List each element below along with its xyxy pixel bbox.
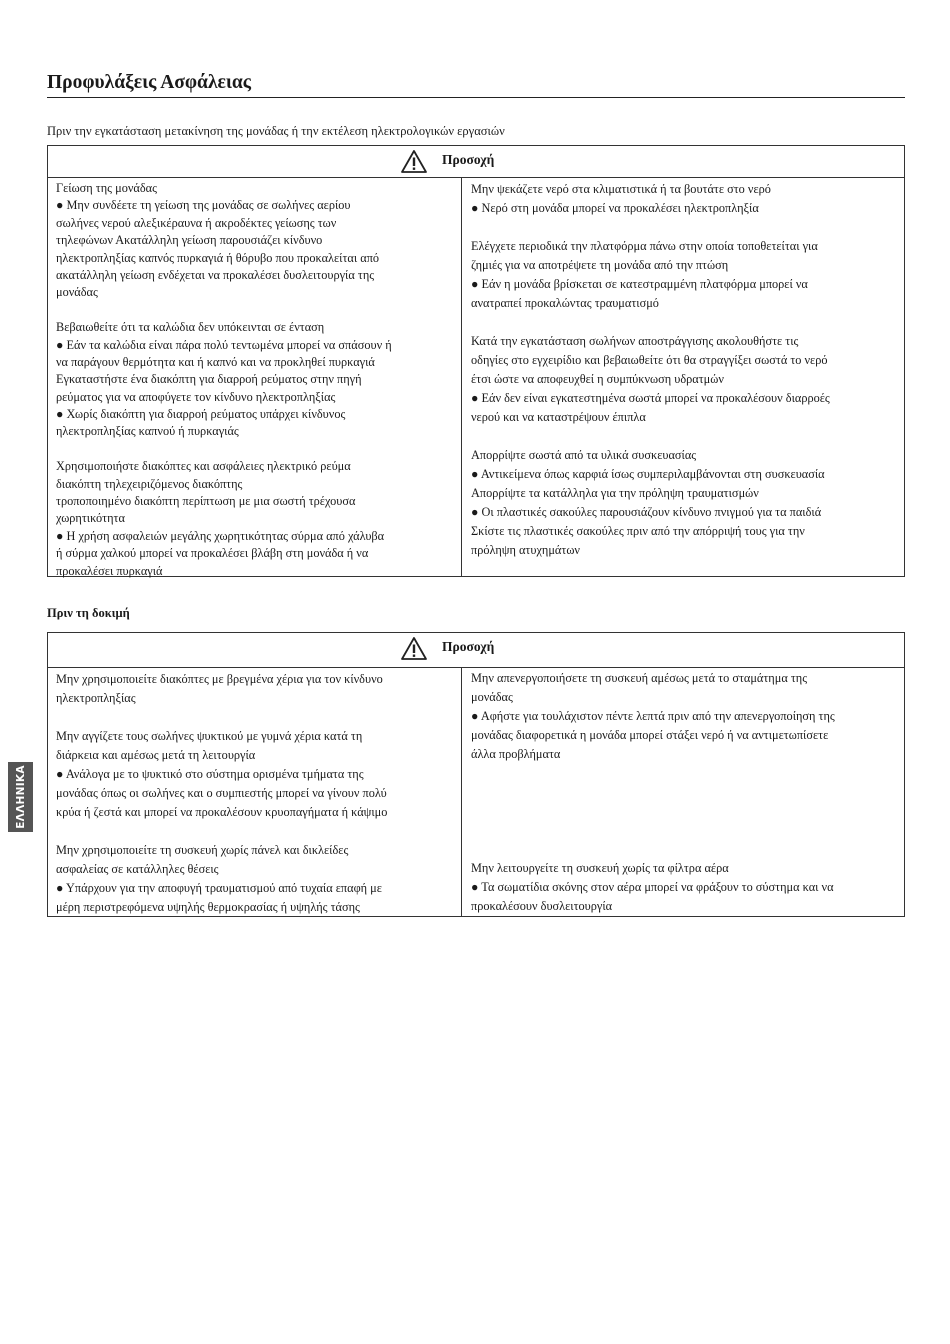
text-line: μονάδας (56, 285, 98, 300)
text-line: ● Νερό στη μονάδα μπορεί να προκαλέσει ηλεκτροπληξία (471, 201, 759, 215)
text-line: ● Εάν δεν είναι εγκατεστημένα σωστά μπορεί να προκαλέσουν διαρροές (471, 391, 830, 405)
text-line: χωρητικότητα (56, 511, 125, 526)
text-line: διακόπτη τηλεχειριζόμενος διακόπτης (56, 476, 243, 491)
text-line: ακατάλληλη γείωση ενδέχεται να προκαλέσει δυσλειτουργία της (56, 267, 375, 282)
text-line: Ελέγχετε περιοδικά την πλατφόρμα πάνω στην οποία τοποθετείται για (471, 239, 818, 253)
text-line: Σκίστε τις πλαστικές σακούλες πριν από την απόρριψή τους για την (471, 524, 805, 538)
text-line: έτσι ώστε να αποφευχθεί η συμπύκνωση υδρατμών (471, 372, 724, 386)
text-line: άλλα προβλήματα (471, 747, 561, 761)
text-line: Απορρίψτε τα κατάλληλα για την πρόληψη τραυματισμών (471, 486, 759, 500)
caution-label: Προσοχή (442, 639, 495, 654)
caution-label: Προσοχή (442, 152, 495, 167)
text-line: πρόληψη ατυχημάτων (471, 543, 580, 557)
text-line (471, 840, 898, 859)
text-line: οδηγίες στο εγχειρίδιο και βεβαιωθείτε ότι θα στραγγίξει σωστά το νερό (471, 353, 828, 367)
caution-right-column (462, 668, 904, 916)
warning-triangle-icon (400, 149, 428, 175)
text-line (471, 218, 898, 237)
text-line: ● Υπάρχουν για την αποφυγή τραυματισμού από τυχαία επαφή με (56, 881, 382, 895)
text-line: να παράγουν θερμότητα και ή καπνό και να προκληθεί πυρκαγιά (56, 354, 375, 369)
warning-triangle-icon (400, 636, 428, 662)
language-side-tab (8, 762, 33, 832)
text-line (56, 441, 457, 458)
text-line: ηλεκτροπληξίας καπνός πυρκαγιά ή θόρυβο που προκαλείται από (56, 250, 380, 265)
text-line: μονάδας όπως οι σωλήνες και ο συμπιεστής μπορεί να γίνουν πολύ (56, 786, 387, 800)
caution-header (48, 633, 904, 668)
text-line: Χρησιμοποιήστε διακόπτες και ασφάλειες ηλεκτρικό ρεύμα (56, 459, 351, 474)
text-line: τηλεφώνων Ακατάλληλη γείωση παρουσιάζει κίνδυνο (56, 233, 323, 248)
text-line: Μην λειτουργείτε τη συσκευή χωρίς τα φίλτρα αέρα (471, 861, 729, 875)
text-line: ● Εάν η μονάδα βρίσκεται σε κατεστραμμένη πλατφόρμα μπορεί να (471, 277, 808, 291)
text-line: μονάδας διαφορετικά η μονάδα μπορεί στάξει νερό ή να αντιμετωπίσετε (471, 728, 829, 742)
text-line: ● Χωρίς διακόπτη για διαρροή ρεύματος υπάρχει κίνδυνος (56, 407, 346, 422)
text-line: κρύα ή ζεστά και μπορεί να προκαλέσουν κρυοπαγήματα ή κάψιμο (56, 805, 388, 819)
text-line: σωλήνες νερού αλεξικέραυνα ή ακροδέκτες γείωσης των (56, 215, 337, 230)
text-line: Εγκαταστήστε ένα διακόπτη για διαρροή ρεύματος στην πηγή (56, 372, 362, 387)
text-line: ● Τα σωματίδια σκόνης στον αέρα μπορεί να φράξουν το σύστημα και να (471, 880, 834, 894)
text-line: ζημιές για να αποτρέψετε τη μονάδα από την πτώση (471, 258, 729, 272)
text-line: Μην ψεκάζετε νερό στα κλιματιστικά ή τα βουτάτε στο νερό (471, 182, 771, 196)
intro-text: Πριν την εγκατάσταση μετακίνηση της μονάδας ή την εκτέλεση ηλεκτρολογικών εργασιών (47, 124, 505, 138)
text-line: μέρη περιστρεφόμενα υψηλής θερμοκρασίας ή υψηλής τάσης (56, 900, 360, 914)
text-line: νερού και να καταστρέψουν έπιπλα (471, 410, 646, 424)
language-label: ΕΛΛΗΝΙΚΑ (14, 765, 27, 829)
text-line: προκαλέσει πυρκαγιά (56, 563, 163, 578)
caution-box-installation (47, 145, 905, 577)
text-line: ● Εάν τα καλώδια είναι πάρα πολύ τεντωμένα μπορεί να σπάσουν ή (56, 337, 392, 352)
text-line (56, 302, 457, 319)
text-line: ● Ανάλογα με το ψυκτικό στο σύστημα ορισμένα τμήματα της (56, 767, 364, 781)
text-line (471, 764, 898, 783)
caution-header (48, 146, 904, 178)
text-line: ● Αντικείμενα όπως καρφιά ίσως συμπεριλαμβάνονται στη συσκευασία (471, 467, 825, 481)
text-line (471, 313, 898, 332)
text-line: ρεύματος για να αποφύγετε τον κίνδυνο ηλεκτροπληξίας (56, 389, 336, 404)
text-line (471, 427, 898, 446)
text-line: ● Οι πλαστικές σακούλες παρουσιάζουν κίνδυνο πνιγμού για τα παιδιά (471, 505, 822, 519)
text-line (471, 821, 898, 840)
caution-right-column (462, 178, 904, 576)
text-line (56, 822, 457, 841)
text-line: ● Μην συνδέετε τη γείωση της μονάδας σε σωλήνες αερίου (56, 198, 351, 213)
text-line: ● Η χρήση ασφαλειών μεγάλης χωρητικότητας σύρμα από χάλυβα (56, 528, 385, 543)
text-line: μονάδας (471, 690, 513, 704)
text-line: Μην απενεργοποιήσετε τη συσκευή αμέσως μετά το σταμάτημα της (471, 671, 808, 685)
text-line: ανατραπεί προκαλώντας τραυματισμό (471, 296, 659, 310)
text-line: Μην αγγίζετε τους σωλήνες ψυκτικού με γυμνά χέρια κατά τη (56, 729, 363, 743)
text-line: Βεβαιωθείτε ότι τα καλώδια δεν υπόκεινται σε ένταση (56, 320, 325, 335)
text-line: ηλεκτροπληξίας καπνού ή πυρκαγιάς (56, 424, 239, 439)
text-line: ηλεκτροπληξίας (56, 691, 136, 705)
text-line: διάρκεια και αμέσως μετά τη λειτουργία (56, 748, 256, 762)
page-title: Προφυλάξεις Ασφάλειας (47, 71, 905, 98)
text-line: ή σύρμα χαλκού μπορεί να προκαλέσει βλάβη στη μονάδα ή να (56, 546, 369, 561)
text-line: Γείωση της μονάδας (56, 181, 157, 195)
text-line: ασφαλείας σε κατάλληλες θέσεις (56, 862, 219, 876)
text-line: Απορρίψτε σωστά από τα υλικά συσκευασίας (471, 448, 697, 462)
text-line: τροποποιημένο διακόπτη περίπτωση με μια σωστή τρέχουσα (56, 494, 356, 509)
caution-left-column (48, 668, 462, 916)
text-line: ● Αφήστε για τουλάχιστον πέντε λεπτά πριν από την απενεργοποίηση της (471, 709, 835, 723)
text-line (471, 783, 898, 802)
text-line (471, 802, 898, 821)
section-heading-before-test: Πριν τη δοκιμή (47, 606, 130, 620)
caution-left-column (48, 178, 462, 576)
text-line: προκαλέσουν δυσλειτουργία (471, 899, 613, 913)
text-line: Μην χρησιμοποιείτε διακόπτες με βρεγμένα χέρια για τον κίνδυνο (56, 672, 383, 686)
text-line: Κατά την εγκατάσταση σωλήνων αποστράγγισης ακολουθήστε τις (471, 334, 799, 348)
text-line (56, 708, 457, 727)
text-line: Μην χρησιμοποιείτε τη συσκευή χωρίς πάνελ και δικλείδες (56, 843, 349, 857)
caution-box-before-test (47, 632, 905, 917)
